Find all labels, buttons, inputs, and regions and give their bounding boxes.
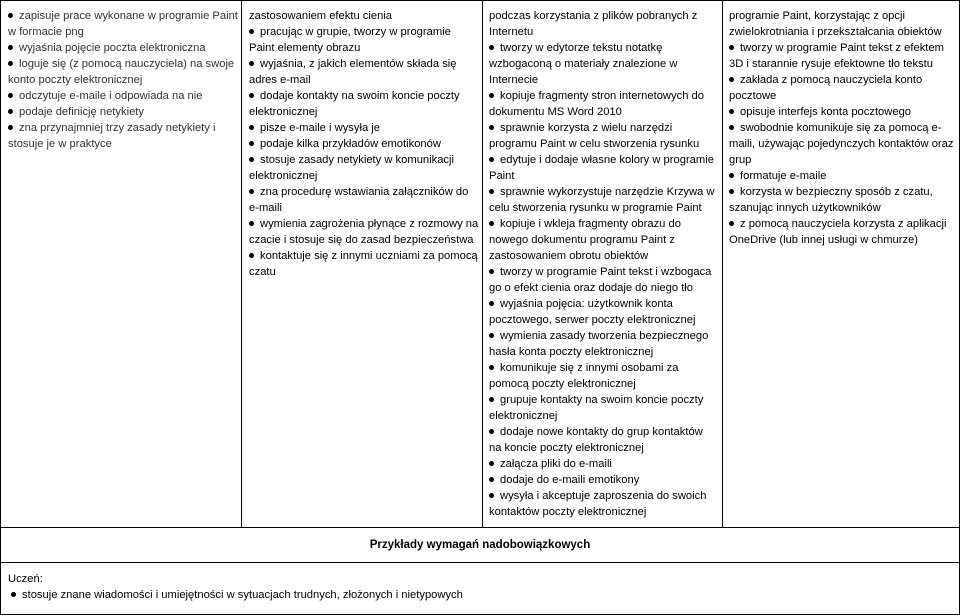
- list-item-text: adres e-mail: [249, 74, 311, 86]
- bullet-icon: [729, 125, 734, 130]
- list-item-text: kopiuje fragmenty stron internetowych do: [500, 90, 704, 102]
- list-item: [729, 72, 957, 88]
- list-item: [8, 120, 238, 136]
- list-item: [489, 504, 719, 520]
- list-item-text: tworzy w programie Paint tekst i wzbogaca: [500, 266, 712, 278]
- list-item-text: wyjaśnia pojęcie poczta elektroniczna: [19, 42, 206, 54]
- bullet-icon: [249, 189, 254, 194]
- list-item: [8, 8, 238, 24]
- bullet-icon: [489, 461, 494, 466]
- list-item: [489, 312, 719, 328]
- bullet-icon: [249, 93, 254, 98]
- list-item-text: 3D i starannie rysuje efektowne tło tekstu: [729, 58, 933, 70]
- list-item-text: czacie i stosuje się do zasad bezpieczeństwa: [249, 234, 474, 246]
- list-item: [249, 184, 479, 200]
- column-divider-2: [482, 0, 483, 528]
- list-item: [729, 40, 957, 56]
- list-item: [249, 120, 479, 136]
- list-item: [489, 40, 719, 56]
- list-item-text: pocztowego, serwer poczty elektronicznej: [489, 314, 696, 326]
- list-item: [489, 376, 719, 392]
- table-top-border: [0, 0, 960, 1]
- bullet-icon: [729, 109, 734, 114]
- list-item-text: załącza pliki do e-maili: [500, 458, 612, 470]
- list-item-text: zastosowaniem obrotu obiektów: [489, 250, 649, 262]
- bullet-icon: [489, 45, 494, 50]
- list-item: [8, 88, 238, 104]
- list-item-text: stosuje zasady netykiety w komunikacji: [260, 154, 455, 166]
- list-item: [249, 8, 479, 24]
- list-item: [489, 392, 719, 408]
- list-item-text: stosuje je w praktyce: [8, 138, 112, 150]
- list-item-text: Paint: [489, 170, 515, 182]
- list-item: [489, 24, 719, 40]
- list-item-text: komunikuje się z innymi osobami za: [500, 362, 679, 374]
- list-item-text: dodaje kontakty na swoim koncie poczty: [260, 90, 460, 102]
- list-item-text: zastosowaniem efektu cienia: [249, 10, 393, 22]
- list-item: [729, 24, 957, 40]
- list-item: [489, 280, 719, 296]
- list-item-text: formatuje e-maile: [740, 170, 827, 182]
- list-item-text: kontaktów poczty elektronicznej: [489, 506, 647, 518]
- footer-list-item: [8, 587, 463, 603]
- list-item: [249, 200, 479, 216]
- list-item-text: zakłada z pomocą nauczyciela konto: [740, 74, 923, 86]
- list-item: [489, 232, 719, 248]
- list-item-text: zwielokrotniania i przekształcania obiektów: [729, 26, 942, 38]
- list-item-text: czatu: [249, 266, 276, 278]
- list-item: [489, 296, 719, 312]
- list-item-text: pocztowe: [729, 90, 777, 102]
- bullet-icon: [729, 77, 734, 82]
- list-item-text: pisze e-maile i wysyła je: [260, 122, 380, 134]
- table-left-border: [0, 0, 1, 615]
- bullet-icon: [489, 493, 494, 498]
- list-item-text: korzysta w bezpieczny sposób z czatu,: [740, 186, 933, 198]
- list-item: [249, 40, 479, 56]
- bullet-icon: [489, 477, 494, 482]
- content-bottom-border: [0, 527, 960, 528]
- list-item: [489, 120, 719, 136]
- bullet-icon: [249, 253, 254, 258]
- bullet-icon: [8, 13, 13, 18]
- bullet-icon: [489, 93, 494, 98]
- bullet-icon: [729, 189, 734, 194]
- list-item: [489, 184, 719, 200]
- list-item-text: dodaje do e-maili emotikony: [500, 474, 640, 486]
- list-item-text: dokumentu MS Word 2010: [489, 106, 622, 118]
- list-item: [489, 328, 719, 344]
- requirements-column-3: [489, 8, 719, 520]
- list-item-text: pracując w grupie, tworzy w programie: [260, 26, 451, 38]
- list-item-text: odczytuje e-maile i odpowiada na nie: [19, 90, 203, 102]
- list-item: [729, 232, 957, 248]
- bullet-icon: [8, 93, 13, 98]
- list-item: [8, 72, 238, 88]
- list-item-text: wymienia zagrożenia płynące z rozmowy na: [260, 218, 479, 230]
- bullet-icon: [489, 365, 494, 370]
- list-item: [489, 472, 719, 488]
- list-item-text: wymienia zasady tworzenia bezpiecznego: [500, 330, 709, 342]
- bullet-icon: [489, 157, 494, 162]
- list-item: [249, 136, 479, 152]
- bullet-icon: [249, 125, 254, 130]
- bullet-icon: [11, 592, 16, 597]
- requirements-column-1: [8, 8, 238, 152]
- section-caption: Przykłady wymagań nadobowiązkowych: [369, 539, 591, 551]
- list-item-text: konto poczty elektronicznej: [8, 74, 143, 86]
- list-item: [489, 248, 719, 264]
- list-item: [489, 56, 719, 72]
- list-item-text: opisuje interfejs konta pocztowego: [740, 106, 912, 118]
- bullet-icon: [249, 29, 254, 34]
- bullet-icon: [489, 333, 494, 338]
- list-item: [489, 344, 719, 360]
- footer-label: Uczeń:: [8, 573, 43, 585]
- column-divider-1: [241, 0, 242, 528]
- list-item: [249, 104, 479, 120]
- requirements-column-4: [729, 8, 957, 248]
- list-item-text: szanując innych użytkowników: [729, 202, 881, 214]
- list-item-text: tworzy w programie Paint tekst z efektem: [740, 42, 944, 54]
- list-item-text: maili, używając pojedynczych kontaktów oraz: [729, 138, 954, 150]
- list-item: [8, 40, 238, 56]
- list-item: [729, 56, 957, 72]
- list-item-text: kopiuje i wkleja fragmenty obrazu do: [500, 218, 681, 230]
- list-item: [729, 88, 957, 104]
- list-item: [249, 216, 479, 232]
- list-item-text: pomocą poczty elektronicznej: [489, 378, 636, 390]
- list-item: [489, 264, 719, 280]
- list-item: [249, 232, 479, 248]
- list-item-text: go o efekt cienia oraz dodaje do niego tło: [489, 282, 694, 294]
- bullet-icon: [8, 109, 13, 114]
- list-item-text: celu stworzenia rysunku w programie Paint: [489, 202, 702, 214]
- list-item-text: loguje się (z pomocą nauczyciela) na swoje: [19, 58, 235, 70]
- caption-bottom-border: [0, 562, 960, 563]
- list-item: [489, 136, 719, 152]
- list-item: [489, 408, 719, 424]
- list-item-text: Paint elementy obrazu: [249, 42, 361, 54]
- list-item-text: Internecie: [489, 74, 539, 86]
- list-item-text: wzbogaconą o materiały znalezione w: [489, 58, 678, 70]
- list-item: [489, 104, 719, 120]
- list-item: [729, 216, 957, 232]
- list-item: [249, 88, 479, 104]
- bullet-icon: [489, 397, 494, 402]
- list-item-text: sprawnie korzysta z wielu narzędzi: [500, 122, 673, 134]
- list-item-text: edytuje i dodaje własne kolory w programie: [500, 154, 714, 166]
- list-item-text: sprawnie wykorzystuje narzędzie Krzywa w: [500, 186, 715, 198]
- bullet-icon: [489, 429, 494, 434]
- requirements-column-2: [249, 8, 479, 280]
- list-item-text: podaje definicję netykiety: [19, 106, 145, 118]
- list-item: [489, 424, 719, 440]
- list-item: [8, 24, 238, 40]
- list-item-text: programu Paint w celu stworzenia rysunku: [489, 138, 700, 150]
- list-item: [729, 8, 957, 24]
- list-item: [489, 72, 719, 88]
- bullet-icon: [489, 125, 494, 130]
- list-item: [249, 248, 479, 264]
- list-item-text: zna przynajmniej trzy zasady netykiety i: [19, 122, 216, 134]
- list-item-text: programie Paint, korzystając z opcji: [729, 10, 905, 22]
- list-item-text: kontaktuje się z innymi uczniami za pomocą: [260, 250, 478, 262]
- list-item: [729, 136, 957, 152]
- list-item: [729, 120, 957, 136]
- bullet-icon: [249, 221, 254, 226]
- list-item-text: elektronicznej: [249, 106, 318, 118]
- list-item: [249, 264, 479, 280]
- list-item-text: grup: [729, 154, 752, 166]
- bullet-icon: [249, 61, 254, 66]
- bullet-icon: [729, 221, 734, 226]
- list-item-text: OneDrive (lub innej usługi w chmurze): [729, 234, 919, 246]
- bullet-icon: [8, 45, 13, 50]
- list-item: [489, 488, 719, 504]
- list-item-text: tworzy w edytorze tekstu notatkę: [500, 42, 663, 54]
- bullet-icon: [729, 45, 734, 50]
- list-item-text: w formacie png: [8, 26, 84, 38]
- list-item: [729, 184, 957, 200]
- list-item-text: podczas korzystania z plików pobranych z: [489, 10, 698, 22]
- list-item: [729, 104, 957, 120]
- footer-item-text: stosuje znane wiadomości i umiejętności w sytuacjach trudnych, złożonych i nietypowych: [22, 589, 463, 601]
- list-item-text: zapisuje prace wykonane w programie Paint: [19, 10, 238, 22]
- list-item: [489, 456, 719, 472]
- list-item-text: swobodnie komunikuje się za pomocą e-: [740, 122, 942, 134]
- list-item: [489, 152, 719, 168]
- bullet-icon: [489, 189, 494, 194]
- list-item: [489, 88, 719, 104]
- list-item: [249, 152, 479, 168]
- list-item-text: hasła konta poczty elektronicznej: [489, 346, 654, 358]
- bullet-icon: [489, 221, 494, 226]
- list-item: [489, 200, 719, 216]
- list-item-text: e-maili: [249, 202, 282, 214]
- list-item-text: grupuje kontakty na swoim koncie poczty: [500, 394, 704, 406]
- bullet-icon: [8, 125, 13, 130]
- bullet-icon: [8, 61, 13, 66]
- bullet-icon: [489, 269, 494, 274]
- list-item: [8, 136, 238, 152]
- list-item-text: elektronicznej: [489, 410, 558, 422]
- bullet-icon: [489, 301, 494, 306]
- list-item: [489, 360, 719, 376]
- list-item: [489, 440, 719, 456]
- list-item: [249, 24, 479, 40]
- list-item: [8, 104, 238, 120]
- list-item-text: z pomocą nauczyciela korzysta z aplikacji: [740, 218, 947, 230]
- bullet-icon: [249, 157, 254, 162]
- list-item: [8, 56, 238, 72]
- list-item-text: wysyła i akceptuje zaproszenia do swoich: [500, 490, 707, 502]
- list-item-text: Internetu: [489, 26, 534, 38]
- list-item-text: wyjaśnia pojęcia: użytkownik konta: [500, 298, 673, 310]
- bullet-icon: [249, 141, 254, 146]
- footer-cell: [8, 571, 463, 603]
- list-item: [249, 56, 479, 72]
- list-item: [489, 168, 719, 184]
- list-item-text: wyjaśnia, z jakich elementów składa się: [260, 58, 457, 70]
- column-divider-3: [722, 0, 723, 528]
- list-item-text: elektronicznej: [249, 170, 318, 182]
- list-item: [249, 168, 479, 184]
- bullet-icon: [729, 173, 734, 178]
- list-item: [729, 200, 957, 216]
- list-item: [729, 152, 957, 168]
- list-item: [249, 72, 479, 88]
- list-item: [729, 168, 957, 184]
- list-item-text: dodaje nowe kontakty do grup kontaktów: [500, 426, 703, 438]
- list-item-text: nowego dokumentu programu Paint z: [489, 234, 675, 246]
- list-item-text: zna procedurę wstawiania załączników do: [260, 186, 469, 198]
- list-item: [489, 216, 719, 232]
- list-item-text: podaje kilka przykładów emotikonów: [260, 138, 441, 150]
- list-item-text: na koncie poczty elektronicznej: [489, 442, 644, 454]
- list-item: [489, 8, 719, 24]
